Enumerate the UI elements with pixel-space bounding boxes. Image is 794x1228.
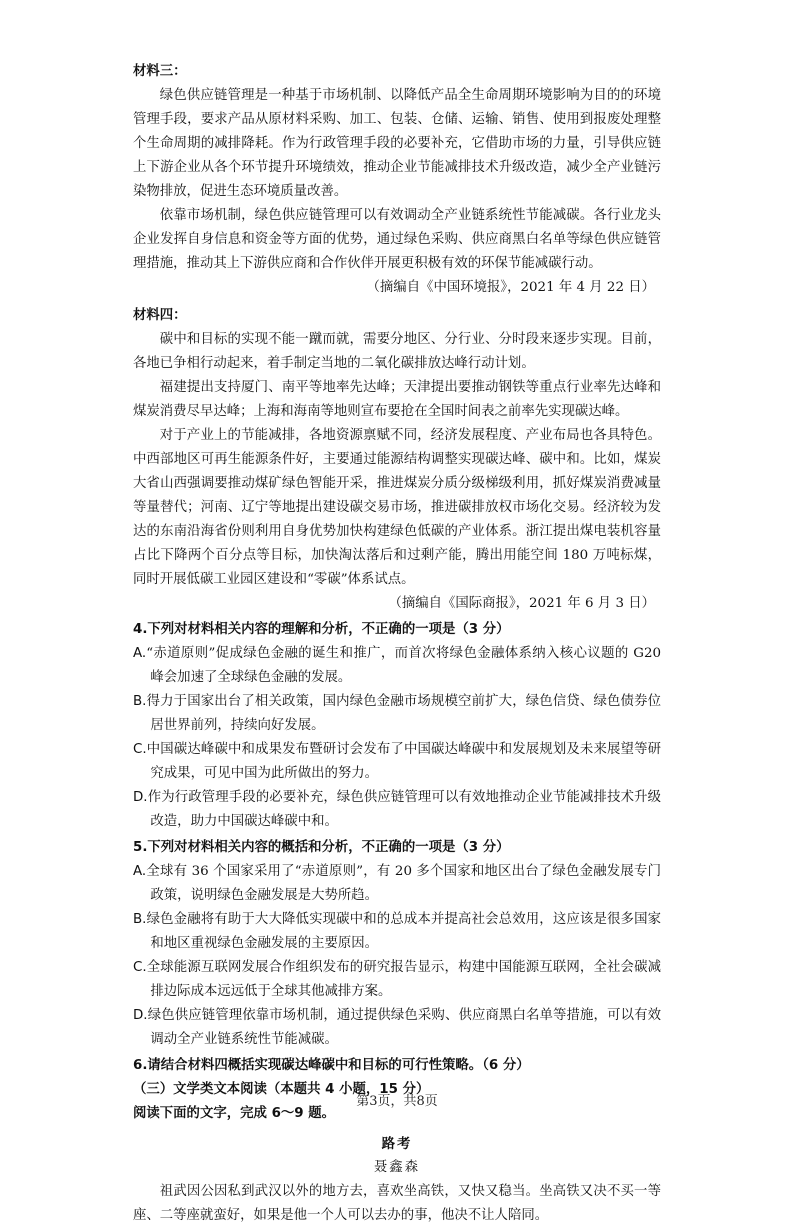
section-3-instruction: 阅读下面的文字，完成 6～9 题。 — [133, 1106, 336, 1121]
question-4-option-a — [133, 642, 661, 690]
story-paragraph: 祖武因公因私到武汉以外的地方去，喜欢坐高铁，又快又稳当。坐高铁又决不买一等座、二等座就蛮好，如果是他一个人可以去办的事，他决不让人陪同。 — [133, 1184, 661, 1223]
option-text: 全球能源互联网发展合作组织发布的研究报告显示，构建中国能源互联网，全社会碳减排边际成本远远低于全球其他减排方案。 — [146, 960, 661, 999]
question-5-stem: 5.下列对材料相关内容的概括和分析，不正确的一项是（3 分） — [133, 840, 510, 855]
question-5-option-c — [133, 956, 661, 1004]
option-letter: A. — [133, 646, 147, 661]
question-6-stem: 6.请结合材料四概括实现碳达峰碳中和目标的可行性策略。（6 分） — [133, 1058, 530, 1073]
option-letter: C. — [133, 960, 147, 975]
question-4-option-b — [133, 690, 661, 738]
question-5-option-a — [133, 860, 661, 908]
option-letter: B. — [133, 912, 147, 927]
option-text: 绿色供应链管理依靠市场机制，通过提供绿色采购、供应商黑白名单等措施，可以有效调动全产业链系统性节能减碳。 — [147, 1008, 661, 1047]
question-4-option-c — [133, 738, 661, 786]
page-number-footer: 第3页，共8页 — [356, 1094, 438, 1109]
story-author: 聂鑫森 — [373, 1160, 421, 1175]
option-text: 全球有 36 个国家采用了“赤道原则”，有 20 多个国家和地区出台了绿色金融发展专门政策，说明绿色金融发展是大势所趋。 — [146, 864, 661, 903]
option-text: 中国碳达峰碳中和成果发布暨研讨会发布了中国碳达峰碳中和发展规划及未来展望等研究成果，可见中国为此所做出的努力。 — [146, 742, 661, 781]
option-letter: C. — [133, 742, 147, 757]
question-4-stem: 4.下列对材料相关内容的理解和分析，不正确的一项是（3 分） — [133, 622, 510, 637]
option-text: 绿色金融将有助于大大降低实现碳中和的总成本并提高社会总效用，这应该是很多国家和地区重视绿色金融发展的主要原因。 — [146, 912, 661, 951]
question-4-option-d — [133, 786, 661, 834]
material-4-paragraph: 碳中和目标的实现不能一蹴而就，需要分地区、分行业、分时段来逐步实现。目前，各地已争相行动起来，着手制定当地的二氧化碳排放达峰行动计划。 — [133, 332, 661, 371]
section-3-heading: （三）文学类文本阅读（本题共 4 小题，15 分） — [133, 1082, 430, 1097]
page-content — [133, 56, 661, 1228]
story-title: 路考 — [381, 1136, 413, 1152]
option-letter: D. — [133, 1008, 148, 1023]
material-3-heading: 材料三： — [133, 64, 187, 79]
option-text: 得力于国家出台了相关政策，国内绿色金融市场规模空前扩大，绿色信贷、绿色债券位居世界前列，持续向好发展。 — [146, 694, 661, 733]
option-letter: A. — [133, 864, 147, 879]
question-5-option-d — [133, 1004, 661, 1052]
option-text: “赤道原则”促成绿色金融的诞生和推广，而首次将绿色金融体系纳入核心议题的 G20 峰会加速了全球绿色金融的发展。 — [146, 646, 661, 685]
option-letter: B. — [133, 694, 147, 709]
material-4-paragraph: 福建提出支持厦门、南平等地率先达峰；天津提出要推动钢铁等重点行业率先达峰和煤炭消费尽早达峰；上海和海南等地则宣布要抢在全国时间表之前率先实现碳达峰。 — [133, 380, 661, 419]
material-3-source: （摘编自《中国环境报》，2021 年 4 月 22 日） — [366, 280, 655, 295]
material-4-heading: 材料四： — [133, 308, 187, 323]
material-4-source: （摘编自《国际商报》，2021 年 6 月 3 日） — [388, 596, 655, 611]
option-letter: D. — [133, 790, 148, 805]
material-4-paragraph: 对于产业上的节能减排，各地资源禀赋不同，经济发展程度、产业布局也各具特色。中西部地区可再生能源条件好，主要通过能源结构调整实现碳达峰、碳中和。比如，煤炭大省山西强调要推动煤矿绿色智能开采，推进煤炭分质分级梯级利用，抓好煤炭消费减量等量替代；河南、辽宁等地提出建设碳交易市场，推进碳排放权市场化交易。经济较为发达的东南沿海省份则利用自身优势加快构建绿色低碳的产业体系。浙江提出煤电装机容量占比下降两个百分点等目标，加快淘汰落后和过剩产能，腾出用能空间 180 万吨标煤，同时开展低碳工业园区建设和“零碳”体系试点。 — [133, 428, 661, 587]
option-text: 作为行政管理手段的必要补充，绿色供应链管理可以有效地推动企业节能减排技术升级改造，助力中国碳达峰碳中和。 — [147, 790, 661, 829]
material-3-paragraph: 依靠市场机制，绿色供应链管理可以有效调动全产业链系统性节能减碳。各行业龙头企业发挥自身信息和资金等方面的优势，通过绿色采购、供应商黑白名单等绿色供应链管理措施，推动其上下游供应商和合作伙伴开展更积极有效的环保节能减碳行动。 — [133, 208, 661, 271]
material-3-paragraph: 绿色供应链管理是一种基于市场机制、以降低产品全生命周期环境影响为目的的环境管理手段，要求产品从原材料采购、加工、包装、仓储、运输、销售、使用到报废处理整个生命周期的减排降耗。作为行政管理手段的必要补充，它借助市场的力量，引导供应链上下游企业从各个环节提升环境绩效，推动企业节能减排技术升级改造，减少全产业链污染物排放，促进生态环境质量改善。 — [133, 88, 661, 199]
question-5-option-b — [133, 908, 661, 956]
